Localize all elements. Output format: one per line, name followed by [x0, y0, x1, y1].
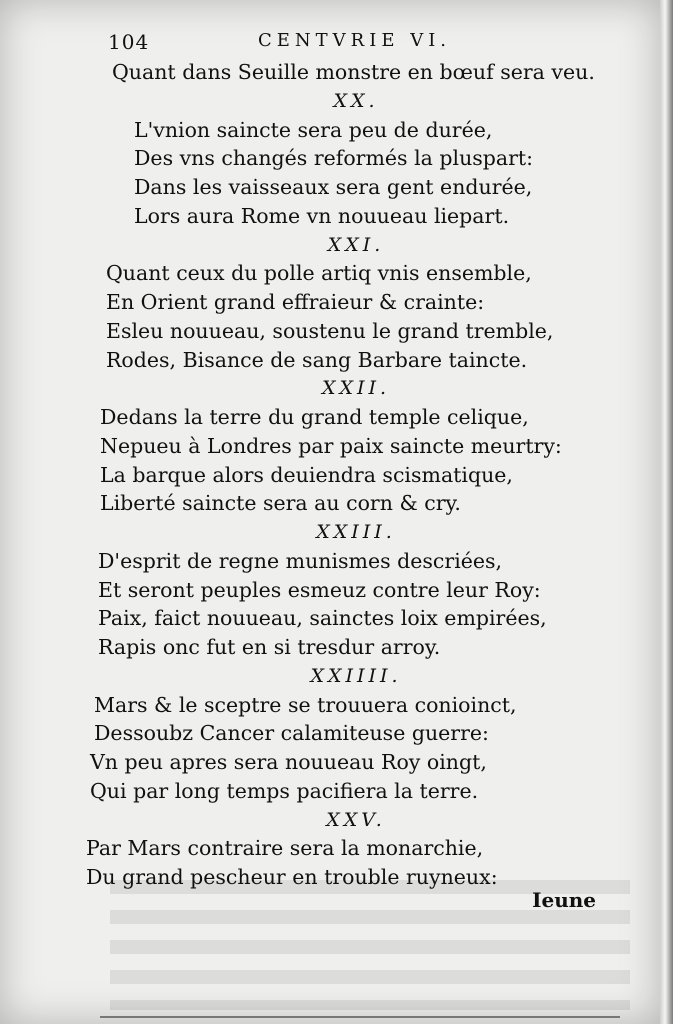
verse-line: Du grand pescheur en trouble ruyneux:: [86, 865, 498, 889]
verse-line: En Orient grand effraieur & crainte:: [106, 290, 485, 314]
verse-line: Nepueu à Londres par paix saincte meurtry:: [100, 433, 562, 458]
verse-line: Rodes, Bisance de sang Barbare taincte.: [106, 347, 528, 372]
verse-line: Mars & le sceptre se trouuera conioinct,: [94, 692, 517, 717]
verse-line: Par Mars contraire sera la monarchie,: [86, 836, 484, 861]
page-edge-shadow: [660, 0, 673, 1024]
verse-line: Dedans la terre du grand temple celique,: [100, 405, 529, 429]
quatrain-number: XXIIII.: [310, 664, 402, 687]
verse-line: Liberté saincte sera au corn & cry.: [100, 491, 461, 516]
verse-line: Qui par long temps pacifiera la terre.: [90, 778, 479, 803]
verse-line: Rapis onc fut en si tresdur arroy.: [98, 635, 441, 659]
page-bottom-edge: [100, 1016, 620, 1018]
verse-line: Lors aura Rome vn nouueau liepart.: [134, 203, 510, 228]
verse-text-block: [86, 58, 626, 892]
verse-line: D'esprit de regne munismes descriées,: [98, 548, 503, 573]
verse-line: Vn peu apres sera nouueau Roy oingt,: [90, 750, 487, 774]
quatrain-number: XXV.: [326, 808, 386, 831]
verse-line: Quant dans Seuille monstre en bœuf sera veu.: [112, 60, 595, 84]
verse-line: La barque alors deuiendra scismatique,: [100, 462, 513, 487]
quatrain-number: XXI.: [327, 233, 385, 256]
page-number: 104: [108, 30, 150, 54]
quatrain-number: XXII.: [321, 377, 391, 400]
verse-line: L'vnion saincte sera peu de durée,: [134, 117, 493, 142]
verse-line: Et seront peuples esmeuz contre leur Roy:: [98, 577, 541, 602]
verse-line: Quant ceux du polle artiq vnis ensemble,: [106, 261, 532, 286]
catchword: Ieune: [532, 888, 596, 912]
running-title: CENTVRIE VI.: [258, 30, 452, 51]
verse-line: Dessoubz Cancer calamiteuse guerre:: [94, 721, 489, 746]
verse-line: Des vns changés reformés la pluspart:: [134, 146, 534, 171]
quatrain-number: XX.: [333, 89, 379, 112]
quatrain-number: XXIII.: [316, 521, 396, 543]
verse-line: Paix, faict nouueau, sainctes loix empirées,: [98, 606, 547, 631]
verse-line: Dans les vaisseaux sera gent endurée,: [134, 175, 533, 199]
verse-line: Esleu nouueau, soustenu le grand tremble,: [106, 318, 554, 343]
